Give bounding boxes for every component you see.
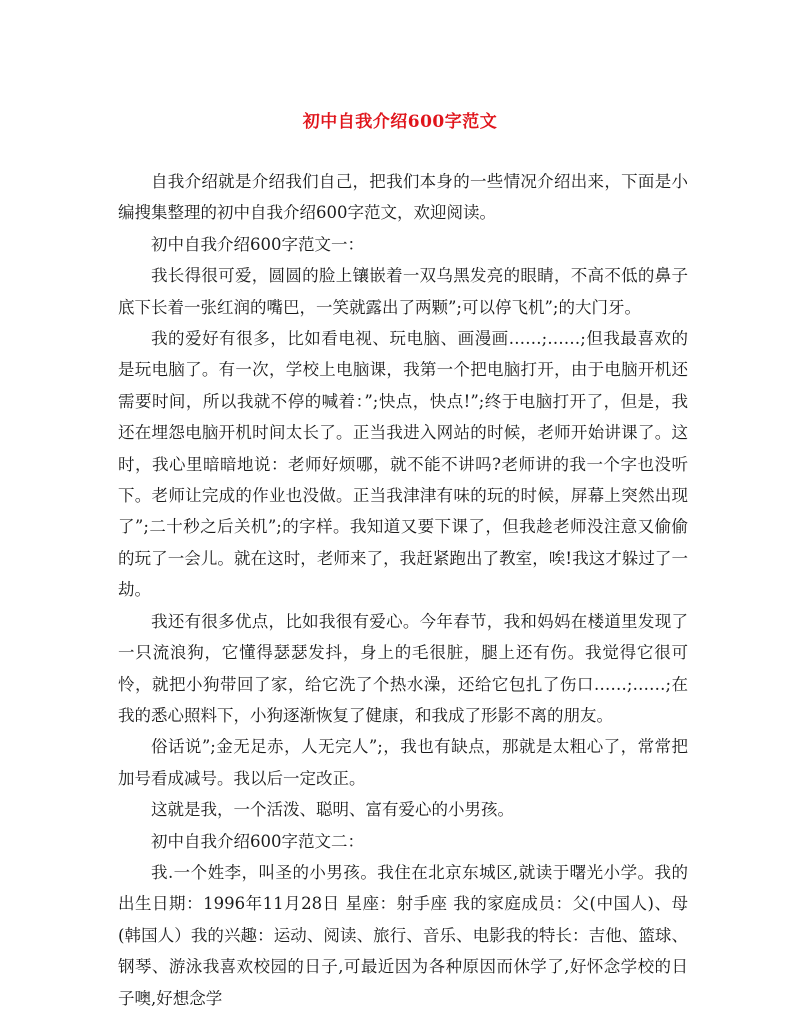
- paragraph-intro: 自我介绍就是介绍我们自己，把我们本身的一些情况介绍出来，下面是小编搜集整理的初中自我介绍600字范文，欢迎阅读。: [118, 172, 688, 223]
- paragraph-shortcomings: 俗话说”;金无足赤，人无完人”;，我也有缺点，那就是太粗心了，常常把加号看成减号。我以后一定改正。: [118, 737, 688, 788]
- paragraph-appearance: 我长得很可爱，圆圆的脸上镶嵌着一双乌黑发亮的眼睛，不高不低的鼻子底下长着一张红润的嘴巴，一笑就露出了两颗”;可以停飞机”;的大门牙。: [118, 266, 688, 317]
- section-heading-1: 初中自我介绍600字范文一：: [151, 234, 364, 254]
- section-heading-2: 初中自我介绍600字范文二：: [151, 831, 364, 851]
- paragraph-hobbies: 我的爱好有很多，比如看电视、玩电脑、画漫画……;……;但我最喜欢的是玩电脑了。有一次，学校上电脑课，我第一个把电脑打开，由于电脑开机还需要时间，所以我就不停的喊着：”;快点，快点!”;终于电脑打开了，但是，我还在埋怨电脑开机时间太长了。正当我进入网站的时候，老师开始讲课了。这时，我心里暗暗地说：老师好烦哪，就不能不讲吗?老师讲的我一个字也没听下。老师让完成的作业也没做。正当我津津有味的玩的时候，屏幕上突然出现了”;二十秒之后关机”;的字样。我知道又要下课了，但我趁老师没注意又偷偷的玩了一会儿。就在这时，老师来了，我赶紧跑出了教室，唉!我这才躲过了一劫。: [118, 329, 688, 600]
- paragraph-profile: 我.一个姓李，叫圣的小男孩。我住在北京东城区,就读于曙光小学。我的出生日期：1996年11月28日 星座：射手座 我的家庭成员：父(中国人)、母(韩国人）我的兴趣：运动、阅读、旅行、音乐、电影我的特长：吉他、篮球、钢琴、游泳我喜欢校园的日子,可最近因为各种原因而休学了,好怀念学校的日子噢,好想念学: [118, 862, 688, 1008]
- paragraph-kindness: 我还有很多优点，比如我很有爱心。今年春节，我和妈妈在楼道里发现了一只流浪狗，它懂得瑟瑟发抖，身上的毛很脏，腿上还有伤。我觉得它很可怜，就把小狗带回了家，给它洗了个热水澡，还给它包扎了伤口……;……;在我的悉心照料下，小狗逐渐恢复了健康，和我成了形影不离的朋友。: [118, 611, 688, 725]
- document-body: [118, 166, 688, 1014]
- document-title: 初中自我介绍600字范文: [302, 112, 498, 132]
- paragraph-summary: 这就是我，一个活泼、聪明、富有爱心的小男孩。: [151, 800, 514, 820]
